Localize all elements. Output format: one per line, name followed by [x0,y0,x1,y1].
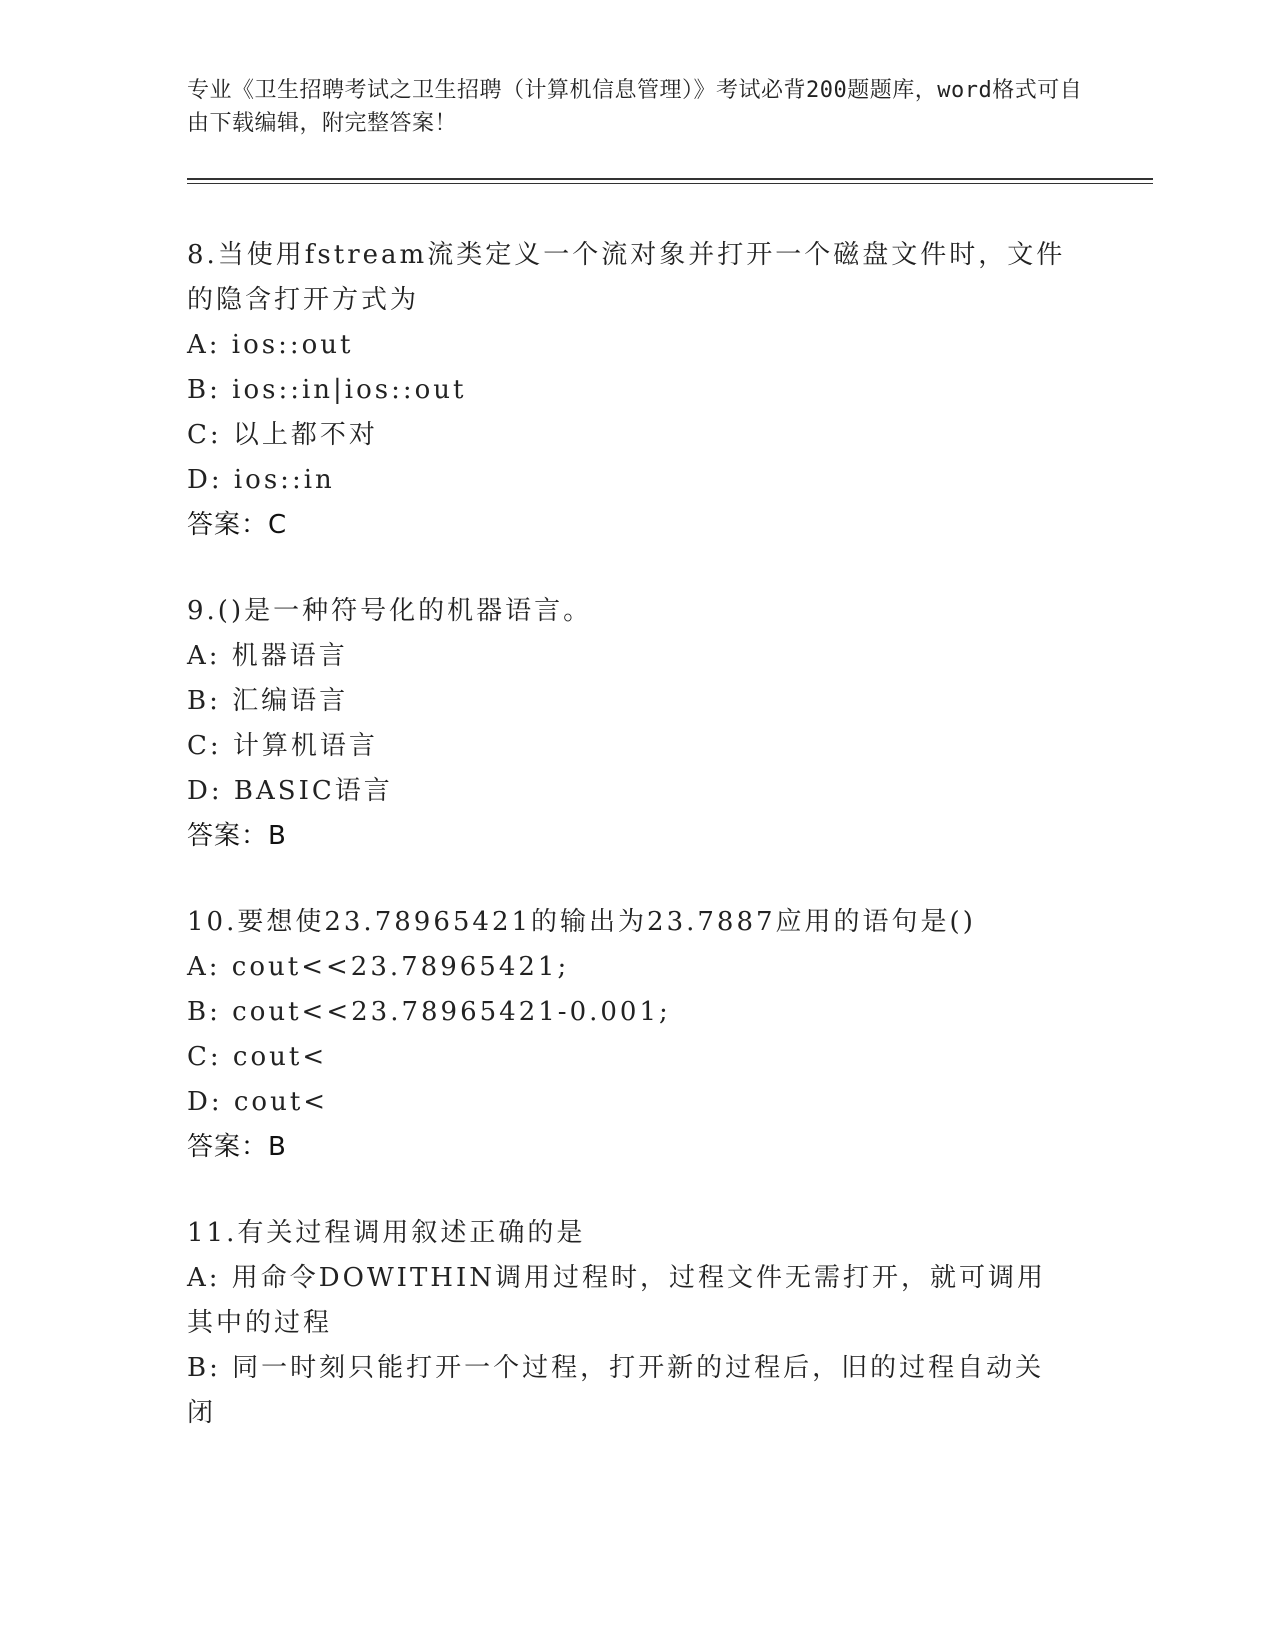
option-c: C: 计算机语言 [187,731,378,761]
question-list [187,233,1067,1477]
option-d: D: ios::in [187,465,335,495]
option-a: A: 机器语言 [187,641,348,671]
answer-line: 答案：B [187,821,287,851]
option-b: B: 汇编语言 [187,686,349,716]
question-stem: 8.当使用fstream流类定义一个流对象并打开一个磁盘文件时，文件的隐含打开方式为 [187,240,1066,315]
option-a: A: cout<<23.78965421; [187,952,570,982]
option-c: C: 以上都不对 [187,420,378,450]
option-c: C: cout< [187,1042,328,1072]
option-b: B: 同一时刻只能打开一个过程，打开新的过程后，旧的过程自动关闭 [187,1353,1045,1428]
document-header: 专业《卫生招聘考试之卫生招聘（计算机信息管理）》考试必背200题题库，word格式可自由下载编辑，附完整答案！ [187,78,1083,136]
option-b: B: cout<<23.78965421-0.001; [187,997,671,1027]
question-9 [187,589,1067,859]
header-divider-thin [187,183,1153,184]
answer-line: 答案：B [187,1132,287,1162]
option-d: D: cout< [187,1087,329,1117]
header-divider-thick [187,178,1153,180]
option-a: A: 用命令DOWITHIN调用过程时，过程文件无需打开，就可调用其中的过程 [187,1263,1046,1338]
question-10 [187,900,1067,1170]
question-stem: 10.要想使23.78965421的输出为23.7887应用的语句是() [187,907,976,937]
option-b: B: ios::in|ios::out [187,375,467,405]
option-a: A: ios::out [187,330,354,360]
question-8 [187,233,1067,548]
option-d: D: BASIC语言 [187,776,393,806]
question-stem: 9.()是一种符号化的机器语言。 [187,596,593,626]
question-stem: 11.有关过程调用叙述正确的是 [187,1218,586,1248]
question-11 [187,1211,1067,1436]
answer-line: 答案：C [187,510,288,540]
